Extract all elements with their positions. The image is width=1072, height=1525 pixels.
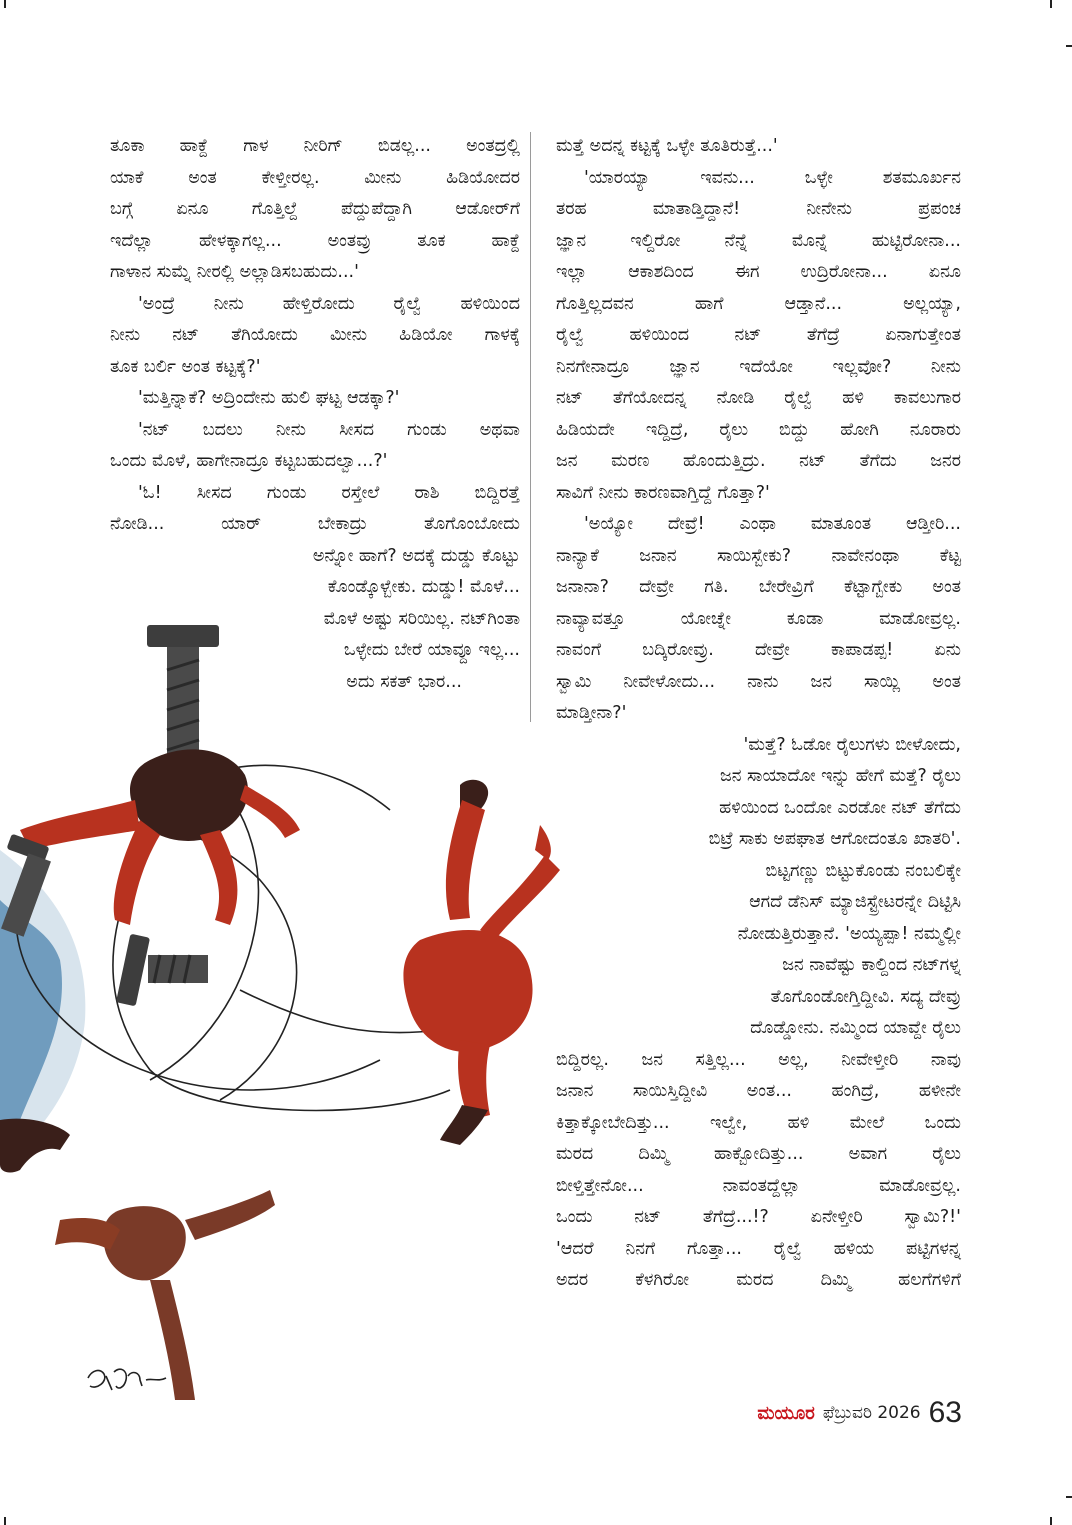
text-line: ನೀನು ನಟ್ ತೆಗಿಯೋದು ಮೀನು ಹಿಡಿಯೋ ಗಾಳಕ್ಕೆ <box>110 325 520 345</box>
text-line: ಇಲ್ಲಾ ಆಕಾಶದಿಂದ ಈಗ ಉದ್ರಿರೋನಾ... ಏನೂ <box>556 262 961 282</box>
text-line: ಒಂದು ಮೊಳೆ, ಹಾಗೇನಾದ್ರೂ ಕಟ್ಟಬಹುದಲ್ವಾ...?' <box>110 451 388 471</box>
text-line: ನಾವ್ಯಾವತ್ತೂ ಯೋಚ್ನೇ ಕೂಡಾ ಮಾಡೋವ್ರಲ್ಲ. <box>556 608 961 629</box>
crop-mark-right-upper <box>1066 45 1072 47</box>
text-line: ಜನಾನಾ? ದೇವ್ರೇ ಗತಿ. ಬೇರೇವ್ರಿಗೆ ಕೆಟ್ಟಾಗ್ಬೇಕು ಅಂತ <box>556 577 961 597</box>
text-line: ತರಹ ಮಾತಾಡ್ತಿದ್ದಾನೆ! ನೀನೇನು ಪ್ರಪಂಚ <box>556 199 961 219</box>
text-line: ಕೊಂಡ್ಕೊಳ್ಬೇಕು. ದುಡ್ಡು! ಮೊಳೆ... <box>327 577 520 597</box>
text-line: ಯಾಕೆ ಅಂತ ಕೇಳ್ತೀರಲ್ಲ. ಮೀನು ಹಿಡಿಯೋದರ <box>110 167 520 188</box>
text-line: ಜನ ನಾವೆಷ್ಟು ಕಾಲ್ದಿಂದ ನಟ್‌ಗಳ್ನ <box>782 955 961 975</box>
artist-signature <box>88 1369 166 1390</box>
text-line: ತೊಗೊಂಡೋಗ್ತಿದ್ದೀವಿ. ಸದ್ಯ ದೇವ್ರು <box>770 986 961 1007</box>
text-line: ಹಳಿಯಿಂದ ಒಂದೋ ಎರಡೋ ನಟ್ ತೆಗೆದು <box>719 797 961 818</box>
text-line: ಸ್ವಾಮಿ ನೀವೇಳೋದು... ನಾನು ಜನ ಸಾಯ್ಲಿ ಅಂತ <box>556 671 961 692</box>
crop-mark-bottom-left <box>4 1517 6 1525</box>
text-line: ರೈಲ್ವೆ ಹಳಿಯಿಂದ ನಟ್ ತೆಗೆದ್ರೆ ಏನಾಗುತ್ತೇಂತ <box>556 325 961 345</box>
text-line: ಒಂದು ನಟ್ ತೆಗೆದ್ರೆ...!? ಏನೇಳ್ತೀರಿ ಸ್ವಾಮಿ?!' <box>556 1207 961 1227</box>
text-line: ಜ್ಞಾನ ಇಲ್ದಿರೋ ನೆನ್ನೆ ಮೊನ್ನೆ ಹುಟ್ಟಿರೋನಾ... <box>556 230 961 251</box>
text-line: ಹಿಡಿಯದೇ ಇದ್ದಿದ್ರೆ, ರೈಲು ಬಿದ್ದು ಹೋಗಿ ನೂರಾರು <box>556 419 961 440</box>
text-line: ನಟ್ ತೆಗೆಯೋದನ್ನ ನೋಡಿ ರೈಲ್ವೆ ಹಳಿ ಕಾವಲುಗಾರ <box>556 388 961 408</box>
dark-hand <box>0 1119 70 1173</box>
text-line: ಅನ್ನೋ ಹಾಗೆ? ಅದಕ್ಕೆ ದುಡ್ಡು ಕೊಟ್ಟು <box>312 545 520 566</box>
text-line: ಜನ ಸಾಯಾದೋ ಇನ್ನು ಹೇಗೆ ಮತ್ತೆ? ರೈಲು <box>719 766 961 786</box>
page-number: 63 <box>928 1396 962 1429</box>
text-line: ಆಗದೆ ಡೆನಿಸ್ ಮ್ಯಾಜಿಸ್ಟ್ರೇಟರನ್ನೇ ದಿಟ್ಟಿಸಿ <box>749 892 961 912</box>
text-line: ಮತ್ತೆ ಅದನ್ನ ಕಟ್ಟಕ್ಕೆ ಒಳ್ಳೇ ತೂತಿರುತ್ತೆ...' <box>556 136 778 156</box>
text-line: 'ಓ! ಸೀಸದ ಗುಂಡು ರಸ್ತೇಲೆ ರಾಶಿ ಬಿದ್ದಿರತ್ತೆ <box>138 482 520 503</box>
text-line: ಜನ ಮರಣ ಹೊಂದುತ್ತಿದ್ರು. ನಟ್ ತೆಗೆದು ಜನರ <box>556 451 961 471</box>
text-line: ಬಿಟ್ಟಗಣ್ಣು ಬಿಟ್ಟುಕೊಂಡು ನಂಬಲಿಕ್ಕೇ <box>765 860 961 881</box>
crop-mark-right-lower <box>1066 1496 1072 1498</box>
text-line: ನಿನಗೇನಾದ್ರೂ ಜ್ಞಾನ ಇದೆಯೋ ಇಲ್ಲವೋ? ನೀನು <box>556 356 961 377</box>
text-line: ಅದು ಸಕತ್ ಭಾರ... <box>346 671 462 692</box>
figure-falling-right <box>403 780 560 1145</box>
text-line: ಗೊತ್ತಿಲ್ಲದವನ ಹಾಗೆ ಆಡ್ತಾನೆ... ಅಲ್ಲಯ್ಯಾ, <box>556 293 961 314</box>
text-line: ಒಳ್ಳೇದು ಬೇರೆ ಯಾವ್ದೂ ಇಲ್ಲ... <box>343 640 520 660</box>
text-line: ಮೊಳೆ ಅಷ್ಟು ಸರಿಯಿಲ್ಲ. ನಟ್‌ಗಿಂತಾ <box>323 608 520 629</box>
text-line: ಬಗ್ಗೆ ಏನೂ ಗೊತ್ತಿಲ್ದೆ ಪೆದ್ದುಪೆದ್ದಾಗಿ ಆಡೋರ್‌ಗೆ <box>110 199 520 219</box>
left-column <box>110 131 520 698</box>
text-line: ಬಿದ್ದಿರಲ್ಲ. ಜನ ಸತ್ತಿಲ್ಲ... ಅಲ್ಲ, ನೀವೇಳ್ತೀರಿ ನಾವು <box>556 1049 961 1070</box>
text-line: ತೂಕಾ ಹಾಕ್ದೆ ಗಾಳ ನೀರಿಗ್ ಬಿಡಲ್ಲ... ಅಂತದ್ರಲ್ಲಿ <box>110 136 520 156</box>
text-line: ದೊಡ್ಡೋನು. ನಮ್ಮಿಂದ ಯಾವ್ದೇ ರೈಲು <box>750 1018 961 1038</box>
page-footer <box>757 1393 962 1433</box>
figure-bottom <box>55 1190 275 1400</box>
crop-mark-top-right <box>1050 0 1052 8</box>
text-line: ಮಾಡ್ತೀನಾ?' <box>556 703 627 723</box>
text-line: ಅದರ ಕೆಳಗಿರೋ ಮರದ ದಿಮ್ಮಿ ಹಲಗೆಗಳಿಗೆ <box>556 1270 961 1290</box>
text-line: ಜನಾನ ಸಾಯಿಸ್ತಿದ್ದೀವಿ ಅಂತ... ಹಂಗಿದ್ರೆ, ಹಳೀನೇ <box>556 1081 961 1101</box>
text-line: 'ಅಯ್ಯೋ ದೇವ್ರೆ! ಎಂಥಾ ಮಾತೂಂತ ಆಡ್ತೀರಿ... <box>584 514 961 534</box>
text-line: ನೋಡುತ್ತಿರುತ್ತಾನೆ. 'ಅಯ್ಯಪ್ಪಾ! ನಮ್ಮಲ್ಲೀ <box>737 923 961 944</box>
text-line: ಮರದ ದಿಮ್ಮಿ ಹಾಕ್ಬೋದಿತ್ತು... ಅವಾಗ ರೈಲು <box>556 1144 961 1164</box>
text-line: 'ಅಂದ್ರೆ ನೀನು ಹೇಳ್ತಿರೋದು ರೈಲ್ವೆ ಹಳಿಯಿಂದ <box>138 293 520 314</box>
crop-mark-bottom-right <box>1050 1517 1052 1525</box>
right-column <box>556 131 961 1297</box>
text-line: ಗಾಳಾನ ಸುಮ್ನೆ ನೀರಲ್ಲಿ ಅಲ್ಲಾಡಿಸಬಹುದು...' <box>110 262 359 282</box>
crop-mark-top-left <box>4 0 6 8</box>
text-line: 'ಮತ್ತೆ? ಓಡೋ ರೈಲುಗಳು ಬೀಳೋದು, <box>743 734 961 755</box>
text-line: ಇದೆಲ್ಲಾ ಹೇಳಕ್ಕಾಗಲ್ಲ... ಅಂತವ್ರು ತೂಕ ಹಾಕ್ದೆ <box>110 230 520 251</box>
text-line: 'ಮತ್ತಿನ್ನಾಕೆ? ಅದ್ರಿಂದೇನು ಹುಲಿ ಘಟ್ಟ ಆಡಕ್ಕಾ?' <box>138 388 400 408</box>
text-line: ಕಿತ್ತಾಕ್ಕೋಬೇದಿತ್ತು... ಇಲ್ವೇ, ಹಳಿ ಮೇಲೆ ಒಂದು <box>556 1112 961 1133</box>
text-line: ಸಾವಿಗೆ ನೀನು ಕಾರಣವಾಗ್ತಿದ್ದೆ ಗೊತ್ತಾ?' <box>556 482 770 503</box>
text-line: ತೂಕ ಬರ್ಲಿ ಅಂತ ಕಟ್ಟಕ್ಕೆ?' <box>110 356 261 377</box>
column-divider <box>530 132 531 722</box>
bolt-middle <box>116 934 208 1007</box>
magazine-brand: ಮಯೂರ <box>757 1402 815 1424</box>
text-line: ನಾನ್ಯಾಕೆ ಜನಾನ ಸಾಯಿಸ್ಬೇಕು? ನಾವೇನಂಥಾ ಕೆಟ್ಟ <box>556 545 961 566</box>
text-line: ಬಿಟ್ರೆ ಸಾಕು ಅಪಘಾತ ಆಗೋದಂತೂ ಖಾತರಿ'. <box>708 829 961 849</box>
illustration <box>0 600 620 1420</box>
text-line: ನೋಡಿ... ಯಾರ್ ಬೇಕಾದ್ರು ತೊಗೊಂಬೋದು <box>110 514 520 534</box>
text-line: 'ಆದರೆ ನಿನಗೆ ಗೊತ್ತಾ... ರೈಲ್ವೆ ಹಳಿಯ ಪಟ್ಟಿಗಳನ್ನ <box>556 1238 961 1259</box>
text-line: 'ಯಾರಯ್ಯಾ ಇವನು... ಒಳ್ಳೇ ಶತಮೂರ್ಖನ <box>584 167 961 188</box>
text-line: ನಾವಂಗೆ ಬದ್ಕಿರೋವ್ರು. ದೇವ್ರೇ ಕಾಪಾಡಪ್ಪ! ಏನು <box>556 640 961 660</box>
text-line: ಬೀಳ್ತಿತ್ತೇನೋ... ನಾವಂತದ್ದೆಲ್ಲಾ ಮಾಡೋವ್ರಲ್ಲ. <box>556 1175 961 1196</box>
text-line: 'ನಟ್ ಬದಲು ನೀನು ಸೀಸದ ಗುಂಡು ಅಥವಾ <box>138 419 520 440</box>
issue-date: ಫೆಬ್ರುವರಿ 2026 <box>822 1403 921 1423</box>
